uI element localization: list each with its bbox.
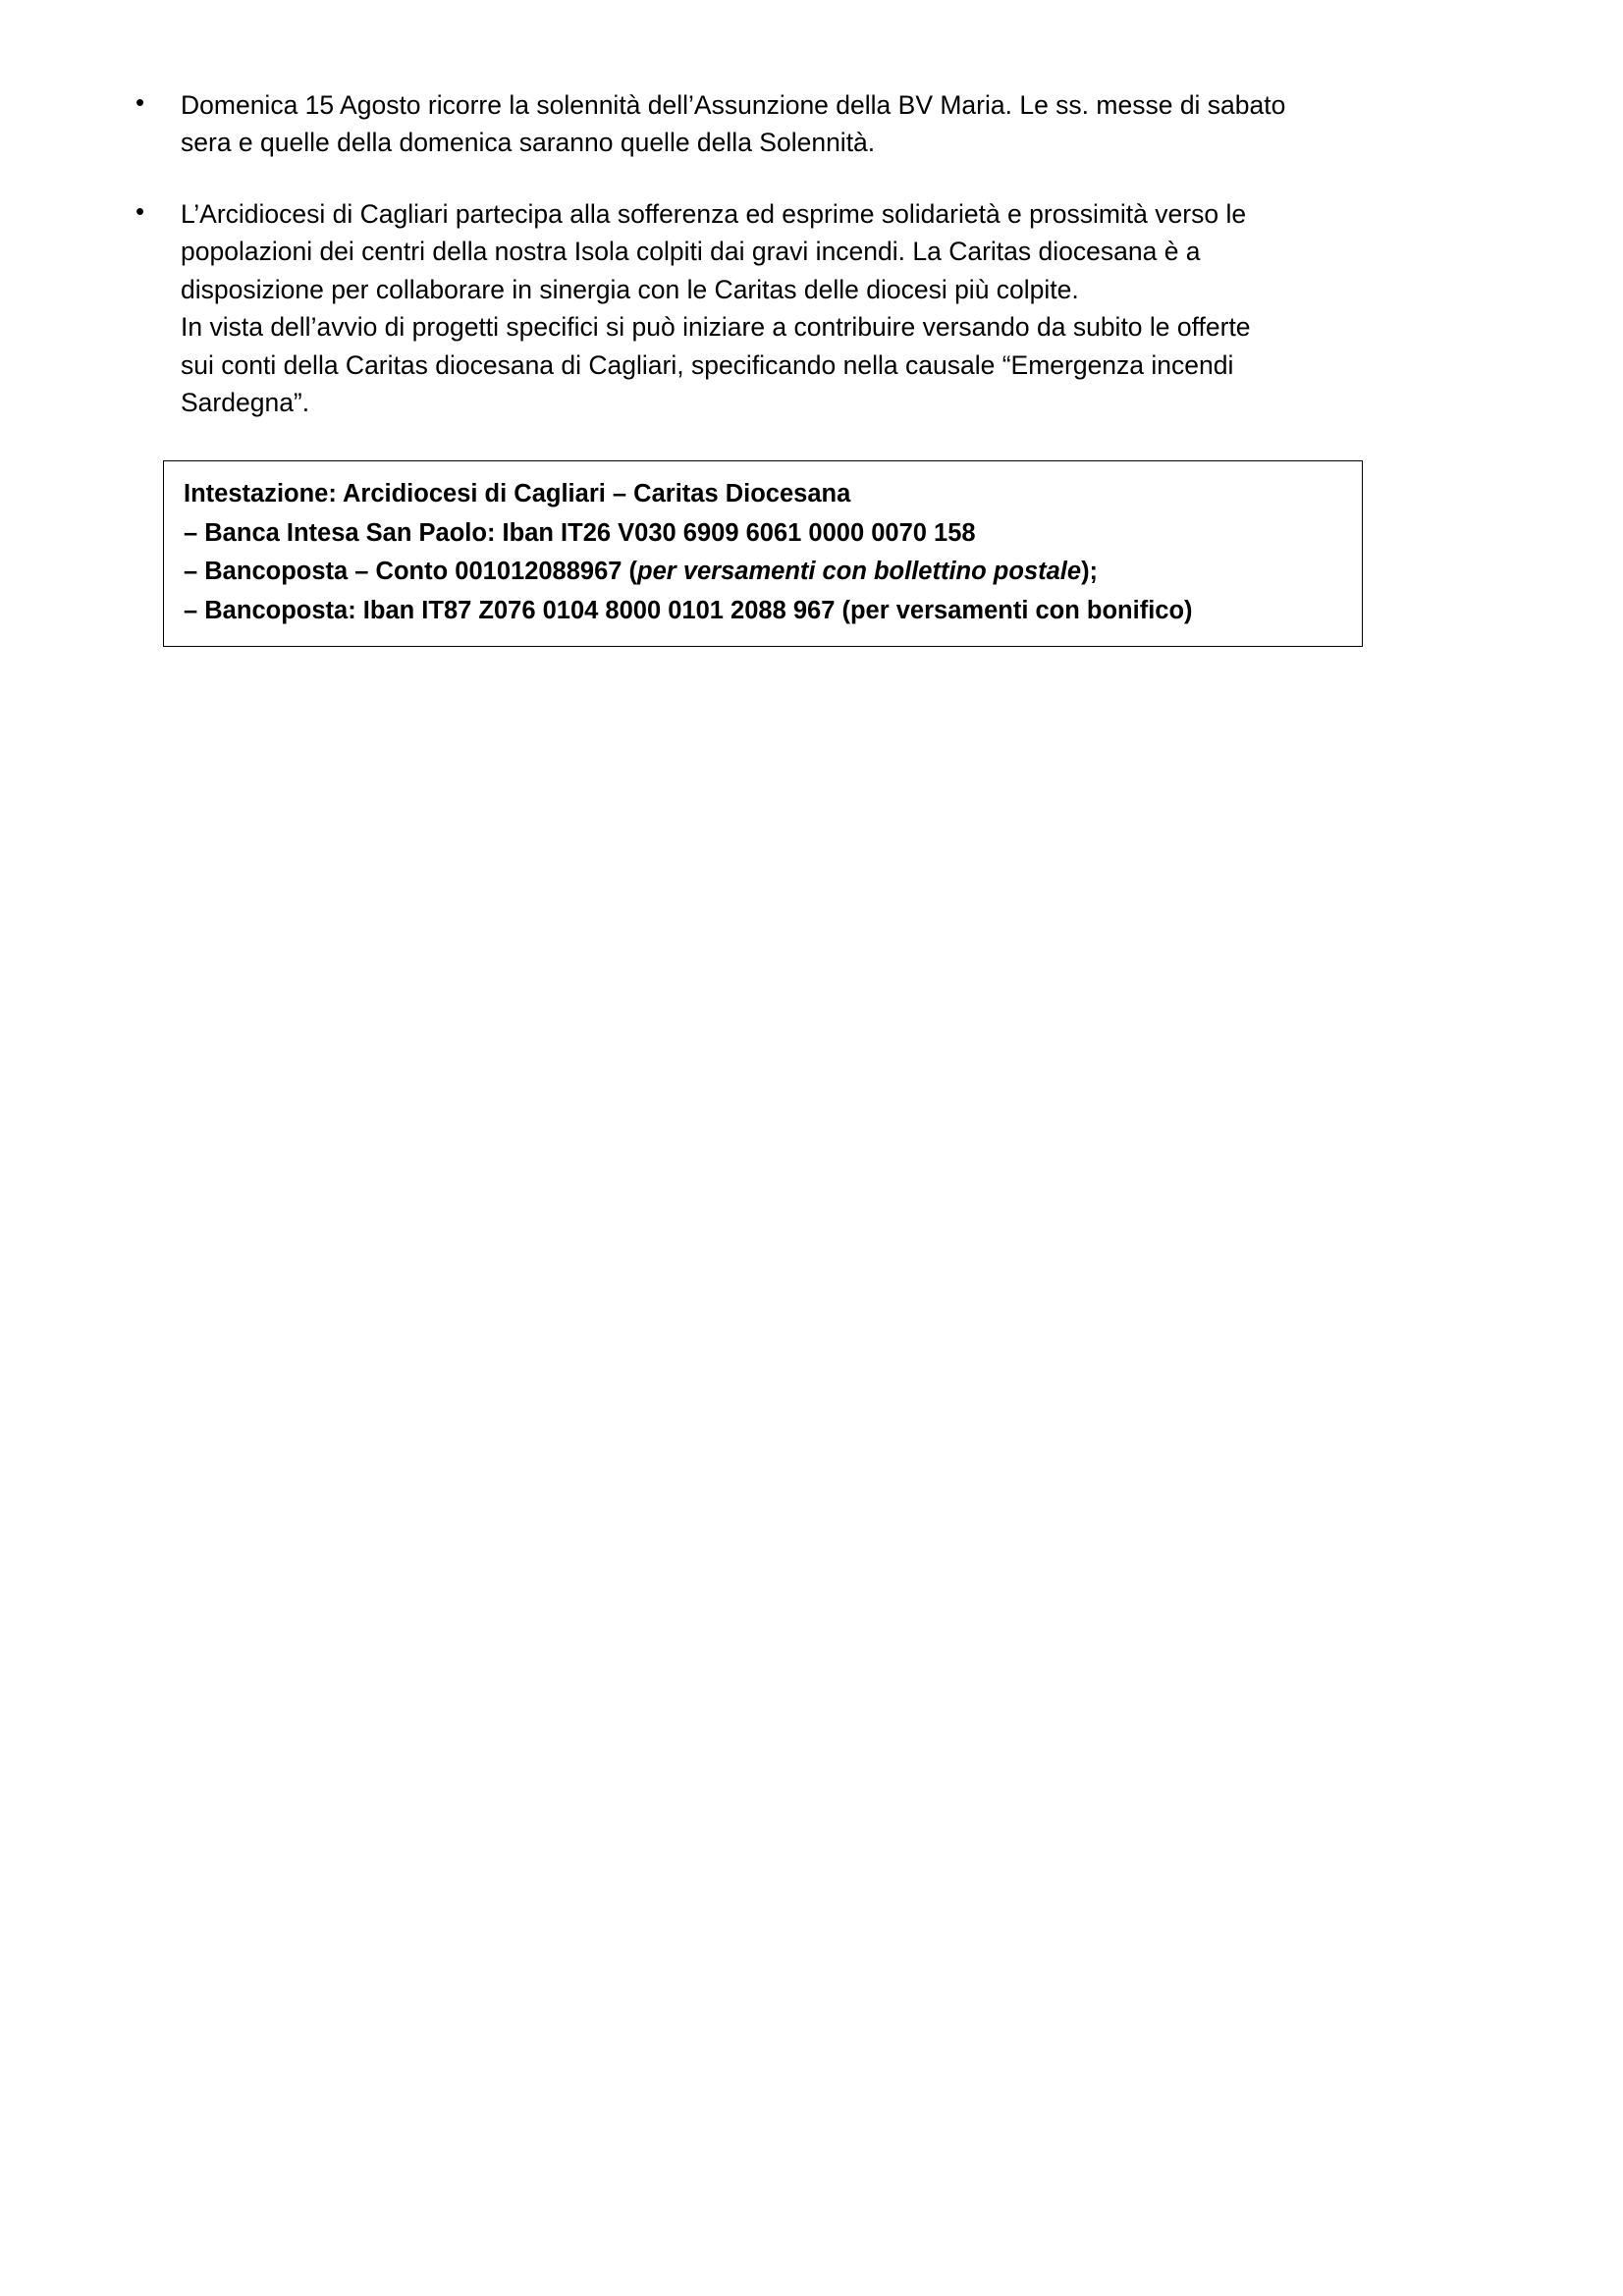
document-content [126,86,1500,647]
bullet-2-line-6: Sardegna”. [181,387,310,417]
bullet-1-line-2: sera e quelle della domenica saranno quelle della Solennità. [181,128,876,158]
list-item [126,195,1500,422]
bancoposta-conto-note: per versamenti con bollettino postale [637,558,1082,586]
bullet-list [126,86,1500,421]
bullet-1-line-1: • Domenica 15 Agosto ricorre la solennità dell’Assunzione della BV Maria. Le ss. messe di sabato [181,90,1286,120]
bank-details-box [163,460,1363,647]
bullet-2-line-4: In vista dell’avvio di progetti specifici si può iniziare a contribuire versando da subito le offerte [181,312,1251,343]
bancoposta-conto-prefix: – Bancoposta – Conto 001012088967 ( [184,558,638,586]
bank-line-intesa: – Banca Intesa San Paolo: Iban IT26 V030 6909 6061 0000 0070 158 [184,518,976,547]
bancoposta-conto-suffix: ); [1081,558,1099,586]
bullet-2-line-5: sui conti della Caritas diocesana di Cagliari, specificando nella causale “Emergenza incendi [181,349,1234,380]
bank-line-bancoposta-conto [184,553,1342,592]
bullet-2-line-3: disposizione per collaborare in sinergia con le Caritas delle diocesi più colpite. [181,274,1079,304]
bullet-2-line-1: • L’Arcidiocesi di Cagliari partecipa alla sofferenza ed esprime solidarietà e prossimità verso le [181,198,1247,229]
bank-line-bancoposta-iban: – Bancoposta: Iban IT87 Z076 0104 8000 0101 2088 967 (per versamenti con bonifico) [184,596,1193,624]
bank-heading: Intestazione: Arcidiocesi di Cagliari – Caritas Diocesana [184,480,851,508]
list-item [126,86,1500,162]
bullet-2-line-2: popolazioni dei centri della nostra Isola colpiti dai gravi incendi. La Caritas diocesana è a [181,237,1201,267]
